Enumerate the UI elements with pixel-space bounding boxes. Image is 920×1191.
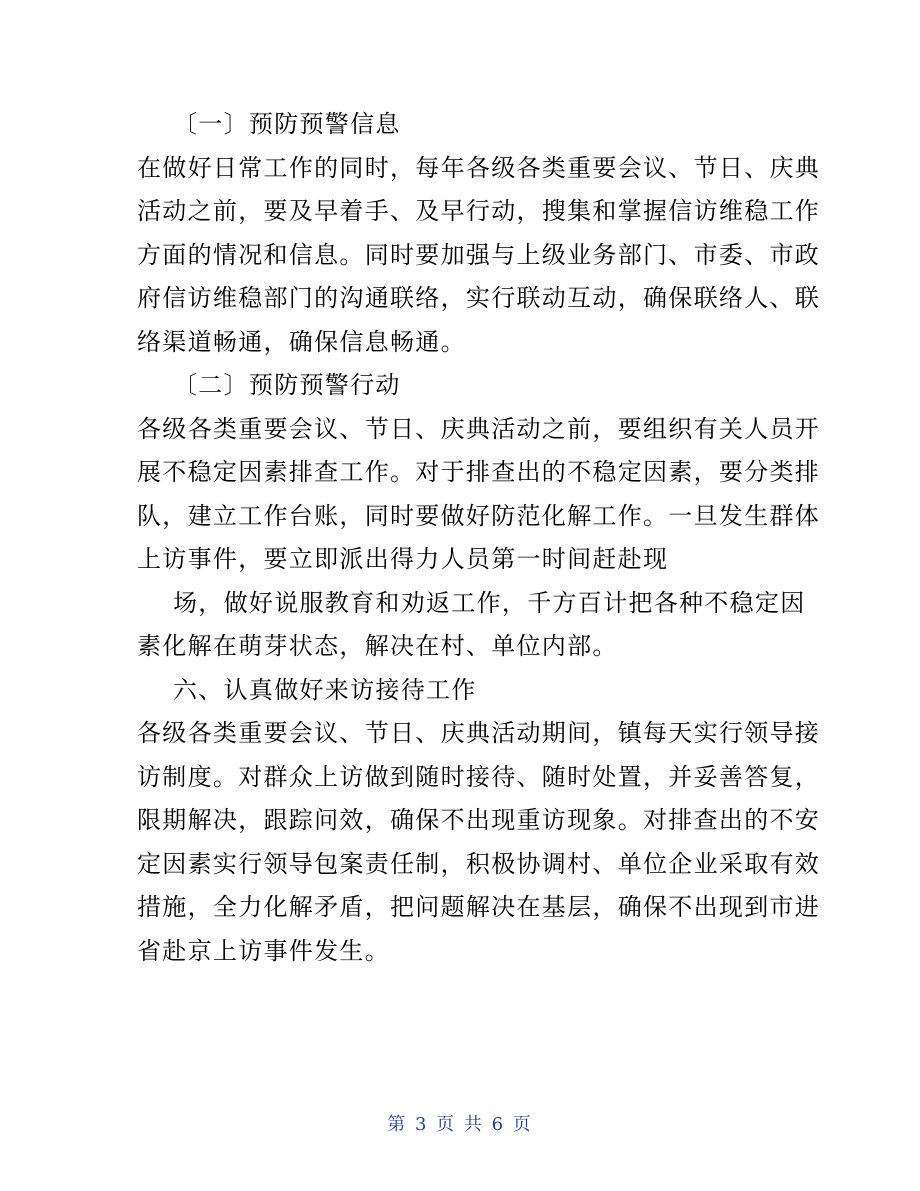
document-body	[137, 103, 821, 973]
text-line: 府信访维稳部门的沟通联络，实行联动互动，确保联络人、联	[137, 284, 821, 312]
text-line: 素化解在萌芽状态，解决在村、单位内部。	[137, 632, 618, 660]
text-line: 限期解决，跟踪问效，确保不出现重访现象。对排查出的不安	[137, 806, 821, 834]
page-number-footer: 第 3 页 共 6 页	[387, 1114, 533, 1135]
text-line: 上访事件，要立即派出得力人员第一时间赶赴现	[137, 545, 669, 573]
text-line: 各级各类重要会议、节日、庆典活动期间，镇每天实行领导接	[137, 719, 821, 747]
text-line: 〔二〕预防预警行动	[173, 371, 401, 399]
text-line: 场，做好说服教育和劝返工作，千方百计把各种不稳定因	[173, 588, 806, 617]
text-line: 访制度。对群众上访做到随时接待、随时处置，并妥善答复，	[137, 762, 821, 791]
text-line: 方面的情况和信息。同时要加强与上级业务部门、市委、市政	[137, 240, 821, 269]
text-line: 六、认真做好来访接待工作	[173, 675, 477, 704]
text-line: 措施，全力化解矛盾，把问题解决在基层，确保不出现到市进	[137, 893, 821, 921]
text-line: 队，建立工作台账，同时要做好防范化解工作。一旦发生群体	[137, 501, 821, 530]
text-line: 在做好日常工作的同时，每年各级各类重要会议、节日、庆典	[137, 153, 821, 182]
text-line: 活动之前，要及早着手、及早行动，搜集和掌握信访维稳工作	[137, 197, 821, 225]
text-line: 络渠道畅通，确保信息畅通。	[137, 327, 466, 356]
text-line: 省赴京上访事件发生。	[137, 936, 390, 965]
text-line: 定因素实行领导包案责任制，积极协调村、单位企业采取有效	[137, 849, 821, 878]
text-line: 各级各类重要会议、节日、庆典活动之前，要组织有关人员开	[137, 414, 821, 443]
text-line: 〔一〕预防预警信息	[173, 110, 401, 138]
text-line: 展不稳定因素排查工作。对于排查出的不稳定因素，要分类排	[137, 458, 821, 486]
